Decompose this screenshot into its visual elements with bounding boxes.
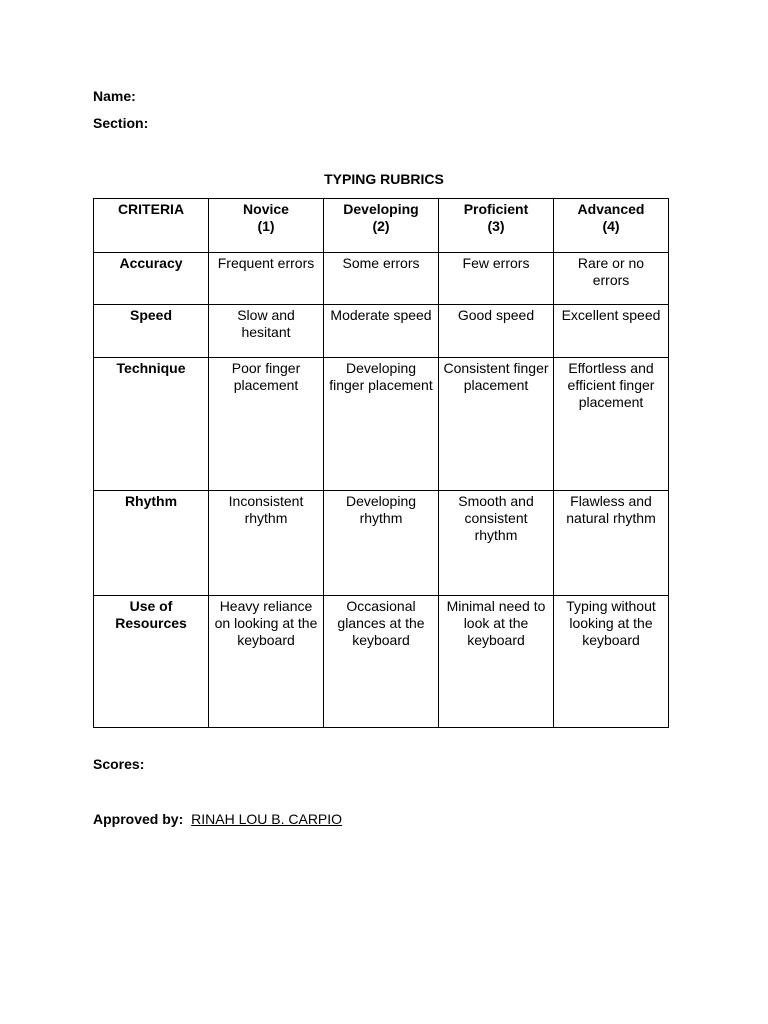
criteria-cell: Use of Resources bbox=[94, 596, 209, 728]
name-label: Name: bbox=[93, 88, 136, 104]
novice-cell: Frequent errors bbox=[209, 253, 324, 305]
advanced-cell: Effortless and efficient finger placement bbox=[554, 358, 669, 491]
developing-cell: Occasional glances at the keyboard bbox=[324, 596, 439, 728]
novice-cell: Slow and hesitant bbox=[209, 305, 324, 358]
proficient-cell: Good speed bbox=[439, 305, 554, 358]
table-row bbox=[94, 491, 669, 596]
header-score: (1) bbox=[257, 218, 275, 234]
header-label: CRITERIA bbox=[117, 201, 185, 217]
proficient-cell: Consistent finger placement bbox=[439, 358, 554, 491]
header-label: Novice bbox=[243, 201, 289, 217]
table-row bbox=[94, 596, 669, 728]
developing-cell: Developing finger placement bbox=[324, 358, 439, 491]
advanced-cell: Rare or no errors bbox=[554, 253, 669, 305]
table-row bbox=[94, 358, 669, 491]
novice-cell: Heavy reliance on looking at the keyboard bbox=[209, 596, 324, 728]
header-advanced bbox=[554, 199, 669, 253]
approver-name: RINAH LOU B. CARPIO bbox=[191, 811, 343, 827]
header-score: (2) bbox=[372, 218, 390, 234]
approved-by-label: Approved by: bbox=[93, 811, 184, 827]
table-row bbox=[94, 253, 669, 305]
proficient-cell: Smooth and consistent rhythm bbox=[439, 491, 554, 596]
scores-label: Scores: bbox=[93, 756, 145, 772]
developing-cell: Developing rhythm bbox=[324, 491, 439, 596]
header-score: (4) bbox=[602, 218, 620, 234]
criteria-cell: Rhythm bbox=[94, 491, 209, 596]
header-score: (3) bbox=[487, 218, 505, 234]
advanced-cell: Flawless and natural rhythm bbox=[554, 491, 669, 596]
header-row bbox=[94, 199, 669, 253]
document-title: TYPING RUBRICS bbox=[324, 171, 444, 187]
header-label: Proficient bbox=[463, 201, 529, 217]
advanced-cell: Excellent speed bbox=[554, 305, 669, 358]
criteria-cell: Speed bbox=[94, 305, 209, 358]
section-label: Section: bbox=[93, 115, 149, 131]
header-criteria bbox=[94, 199, 209, 253]
header-proficient bbox=[439, 199, 554, 253]
header-developing bbox=[324, 199, 439, 253]
advanced-cell: Typing without looking at the keyboard bbox=[554, 596, 669, 728]
proficient-cell: Minimal need to look at the keyboard bbox=[439, 596, 554, 728]
criteria-cell: Technique bbox=[94, 358, 209, 491]
header-label: Advanced bbox=[577, 201, 645, 217]
rubric-table bbox=[93, 198, 669, 728]
developing-cell: Moderate speed bbox=[324, 305, 439, 358]
table-row bbox=[94, 305, 669, 358]
novice-cell: Inconsistent rhythm bbox=[209, 491, 324, 596]
proficient-cell: Few errors bbox=[439, 253, 554, 305]
criteria-cell: Accuracy bbox=[94, 253, 209, 305]
novice-cell: Poor finger placement bbox=[209, 358, 324, 491]
header-label: Developing bbox=[343, 201, 419, 217]
developing-cell: Some errors bbox=[324, 253, 439, 305]
header-novice bbox=[209, 199, 324, 253]
approval-line bbox=[93, 811, 342, 827]
